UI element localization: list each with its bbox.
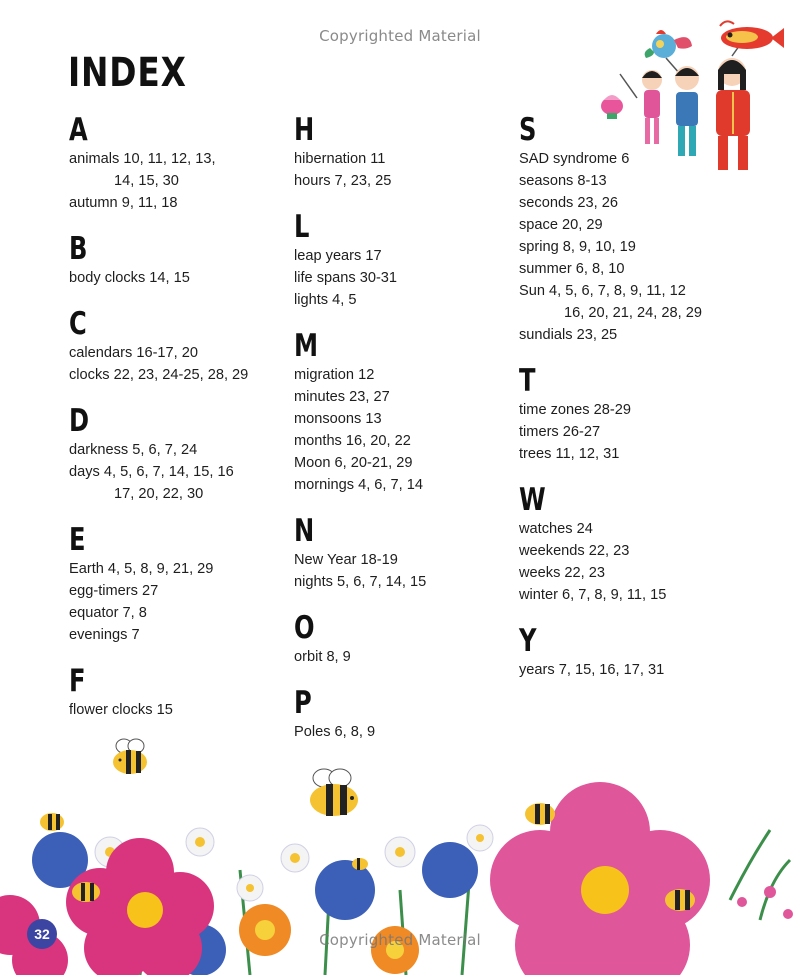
index-entry: equator 7, 8: [69, 605, 147, 621]
copyright-watermark-top: Copyrighted Material: [319, 27, 481, 45]
child-blue-figure: [675, 66, 699, 156]
index-entry-continuation: 17, 20, 22, 30: [114, 486, 204, 502]
fish-lantern-icon: [720, 21, 784, 56]
index-entry: watches 24: [519, 521, 593, 537]
index-section-w: [519, 482, 734, 606]
index-entry: Poles 6, 8, 9: [294, 724, 376, 740]
index-section-n: [294, 513, 509, 593]
section-letter: S: [519, 112, 537, 148]
index-entry-continuation: 16, 20, 21, 24, 28, 29: [564, 305, 702, 321]
pink-flower-icon: [66, 838, 214, 975]
section-letter: C: [69, 306, 87, 342]
child-red-figure: [716, 58, 750, 170]
index-entry: sundials 23, 25: [519, 327, 618, 343]
lotus-lantern-icon: [601, 74, 637, 119]
index-entry: hours 7, 23, 25: [294, 173, 392, 189]
index-entry: leap years 17: [294, 248, 382, 264]
index-entry: Sun 4, 5, 6, 7, 8, 9, 11, 12: [519, 283, 686, 299]
page-title: INDEX: [68, 50, 187, 96]
section-letter: M: [294, 328, 319, 364]
index-entry: weeks 22, 23: [519, 565, 605, 581]
index-section-p: [294, 685, 509, 743]
section-letter: H: [294, 112, 315, 148]
index-entry: animals 10, 11, 12, 13,: [69, 151, 216, 167]
index-entry: evenings 7: [69, 627, 140, 643]
copyright-watermark-bottom: Copyrighted Material: [319, 931, 481, 949]
index-entry: trees 11, 12, 31: [519, 446, 620, 462]
index-section-m: [294, 328, 509, 496]
child-pink-figure: [642, 70, 662, 144]
index-entry-continuation: 14, 15, 30: [114, 173, 179, 189]
bee-icon: [108, 736, 158, 778]
section-letter: Y: [519, 623, 537, 659]
section-letter: E: [69, 522, 86, 558]
index-entry: timers 26-27: [519, 424, 601, 440]
index-section-d: [69, 403, 284, 505]
index-section-c: [69, 306, 284, 386]
section-letter: W: [519, 482, 546, 518]
index-entry: flower clocks 15: [69, 702, 173, 718]
index-entry: life spans 30-31: [294, 270, 398, 286]
index-entry: winter 6, 7, 8, 9, 11, 15: [519, 587, 667, 603]
index-entry: autumn 9, 11, 18: [69, 195, 178, 211]
index-entry: monsoons 13: [294, 411, 382, 427]
index-entry: days 4, 5, 6, 7, 14, 15, 16: [69, 464, 234, 480]
section-letter: O: [294, 610, 315, 646]
index-entry: lights 4, 5: [294, 292, 357, 308]
index-entry: SAD syndrome 6: [519, 151, 630, 167]
index-column-2: [294, 112, 509, 743]
index-entry: summer 6, 8, 10: [519, 261, 625, 277]
index-entry: hibernation 11: [294, 151, 386, 167]
index-entry: nights 5, 6, 7, 14, 15: [294, 574, 427, 590]
section-letter: F: [69, 663, 86, 699]
index-entry: egg-timers 27: [69, 583, 159, 599]
index-entry: darkness 5, 6, 7, 24: [69, 442, 198, 458]
index-entry: years 7, 15, 16, 17, 31: [519, 662, 665, 678]
index-entry: orbit 8, 9: [294, 649, 351, 665]
index-section-l: [294, 209, 509, 311]
bee-icon: [665, 889, 695, 911]
index-section-o: [294, 610, 509, 668]
section-letter: D: [69, 403, 90, 439]
bee-icon: [72, 882, 100, 902]
index-entry: spring 8, 9, 10, 19: [519, 239, 636, 255]
section-letter: P: [294, 685, 312, 721]
index-entry: minutes 23, 27: [294, 389, 390, 405]
index-entry: weekends 22, 23: [519, 543, 630, 559]
bee-icon: [525, 803, 555, 825]
index-entry: clocks 22, 23, 24-25, 28, 29: [69, 367, 249, 383]
index-section-e: [69, 522, 284, 646]
index-entry: body clocks 14, 15: [69, 270, 190, 286]
index-section-a: [69, 112, 284, 214]
index-entry: calendars 16-17, 20: [69, 345, 198, 361]
bee-icon: [352, 858, 368, 870]
index-section-h: [294, 112, 509, 192]
section-letter: A: [69, 112, 88, 148]
index-column-3: [519, 112, 734, 681]
index-entry: space 20, 29: [519, 217, 603, 233]
index-entry: months 16, 20, 22: [294, 433, 411, 449]
index-entry: New Year 18-19: [294, 552, 398, 568]
index-entry: Earth 4, 5, 8, 9, 21, 29: [69, 561, 214, 577]
index-section-t: [519, 363, 734, 465]
index-section-y: [519, 623, 734, 681]
index-entry: seconds 23, 26: [519, 195, 618, 211]
index-section-f: [69, 663, 284, 721]
section-letter: L: [294, 209, 310, 245]
bee-icon: [40, 813, 64, 831]
index-entry: mornings 4, 6, 7, 14: [294, 477, 423, 493]
page-number-badge: 32: [27, 919, 57, 949]
index-entry: migration 12: [294, 367, 375, 383]
section-letter: B: [69, 231, 88, 267]
index-section-b: [69, 231, 284, 289]
index-entry: seasons 8-13: [519, 173, 607, 189]
index-column-1: [69, 112, 284, 721]
index-entry: Moon 6, 20-21, 29: [294, 455, 413, 471]
section-letter: N: [294, 513, 315, 549]
lantern-parade-illustration: [592, 14, 792, 186]
index-entry: time zones 28-29: [519, 402, 631, 418]
section-letter: T: [519, 363, 536, 399]
